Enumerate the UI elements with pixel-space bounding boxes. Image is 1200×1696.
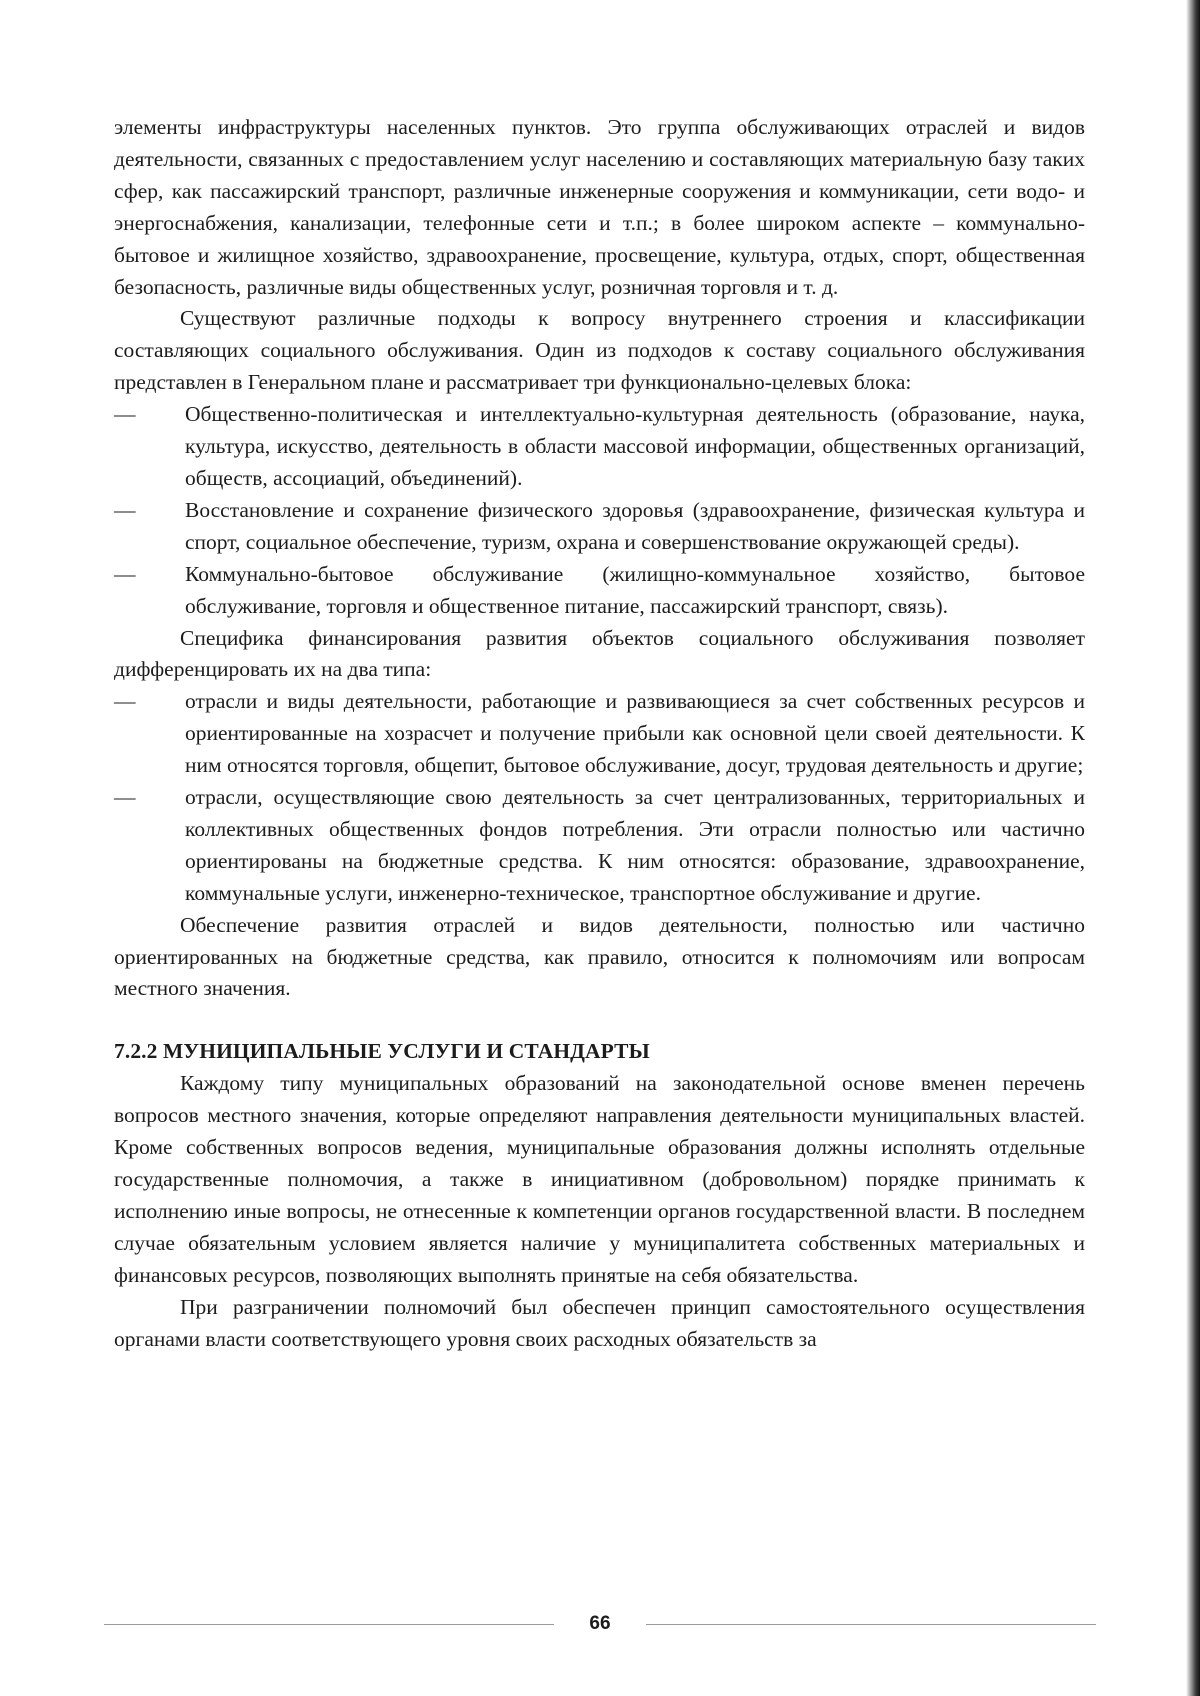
functional-blocks-list bbox=[114, 399, 1085, 622]
footer-rule-right bbox=[646, 1624, 1096, 1625]
list-item bbox=[114, 495, 1085, 559]
dash-marker: — bbox=[114, 561, 136, 586]
list-item bbox=[114, 686, 1085, 782]
list-item bbox=[114, 559, 1085, 623]
list-item bbox=[114, 782, 1085, 910]
dash-marker: — bbox=[114, 689, 136, 714]
page-number: 66 bbox=[589, 1613, 611, 1634]
page-footer bbox=[100, 1610, 1100, 1640]
page-body bbox=[114, 112, 1085, 1355]
list-item bbox=[114, 399, 1085, 495]
paragraph-financing: Специфика финансирования развития объектов социального обслуживания позволяет дифференцировать их на два типа: bbox=[114, 625, 1085, 682]
footer-rule-left bbox=[104, 1624, 554, 1625]
section-heading: 7.2.2 МУНИЦИПАЛЬНЫЕ УСЛУГИ И СТАНДАРТЫ bbox=[114, 1039, 650, 1064]
paragraph-budget: Обеспечение развития отраслей и видов деятельности, полностью или частично ориентированных на бюджетные средства, как правило, относится к полномочиям или вопросам местного значения. bbox=[114, 912, 1085, 1001]
dash-marker: — bbox=[114, 785, 136, 810]
list-item-text: отрасли и виды деятельности, работающие и развивающиеся за счет собственных ресурсов и ориентированные на хозрасчет и получение прибыли как основной цели своей деятельности. К ним относятся торговля, общепит, бытовое обслуживание, досуг, трудовая деятельность и другие; bbox=[185, 689, 1085, 778]
list-item-text: Коммунально-бытовое обслуживание (жилищно-коммунальное хозяйство, бытовое обслуживание, торговля и общественное питание, пассажирский транспорт, связь). bbox=[185, 561, 1085, 618]
dash-marker: — bbox=[114, 402, 136, 427]
paragraph-infrastructure: элементы инфраструктуры населенных пунктов. Это группа обслуживающих отраслей и видов деятельности, связанных с предоставлением услуг населению и составляющих материальную базу таких сфер, как пассажирский транспорт, различные инженерные сооружения и коммуникации, сети водо- и энергоснабжения, канализации, телефонные сети и т.п.; в более широком аспекте – коммунально-бытовое и жилищное хозяйство, здравоохранение, просвещение, культура, отдых, спорт, общественная безопасность, различные виды общественных услуг, розничная торговля и т. д. bbox=[114, 115, 1085, 299]
paragraph-approaches: Существуют различные подходы к вопросу внутреннего строения и классификации составляющих социального обслуживания. Один из подходов к составу социального обслуживания представлен в Генеральном плане и рассматривает три функционально-целевых блока: bbox=[114, 306, 1085, 395]
list-item-text: отрасли, осуществляющие свою деятельность за счет централизованных, территориальных и коллективных общественных фондов потребления. Эти отрасли полностью или частично ориентированы на бюджетные средства. К ним относятся: образование, здравоохранение, коммунальные услуги, инженерно-техническое, транспортное обслуживание и другие. bbox=[185, 785, 1085, 905]
dash-marker: — bbox=[114, 497, 136, 522]
financing-types-list bbox=[114, 686, 1085, 909]
list-item-text: Общественно-политическая и интеллектуально-культурная деятельность (образование, наука, культура, искусство, деятельность в области массовой информации, общественных организаций, обществ, ассоциаций, объединений). bbox=[185, 402, 1085, 490]
paragraph-delimitation: При разграничении полномочий был обеспечен принцип самостоятельного осуществления органами власти соответствующего уровня своих расходных обязательств за bbox=[114, 1294, 1085, 1351]
paragraph-municipal: Каждому типу муниципальных образований на законодательной основе вменен перечень вопросов местного значения, которые определяют направления деятельности муниципальных властей. Кроме собственных вопросов ведения, муниципальные образования должны исполнять отдельные государственные полномочия, а также в инициативном (добровольном) порядке принимать к исполнению иные вопросы, не отнесенные к компетенции органов государственной власти. В последнем случае обязательным условием является наличие у муниципалитета собственных материальных и финансовых ресурсов, позволяющих выполнять принятые на себя обязательства. bbox=[114, 1071, 1085, 1287]
list-item-text: Восстановление и сохранение физического здоровья (здравоохранение, физическая культура и спорт, социальное обеспечение, туризм, охрана и совершенствование окружающей среды). bbox=[185, 497, 1085, 554]
page-edge-shadow bbox=[1186, 0, 1200, 1696]
